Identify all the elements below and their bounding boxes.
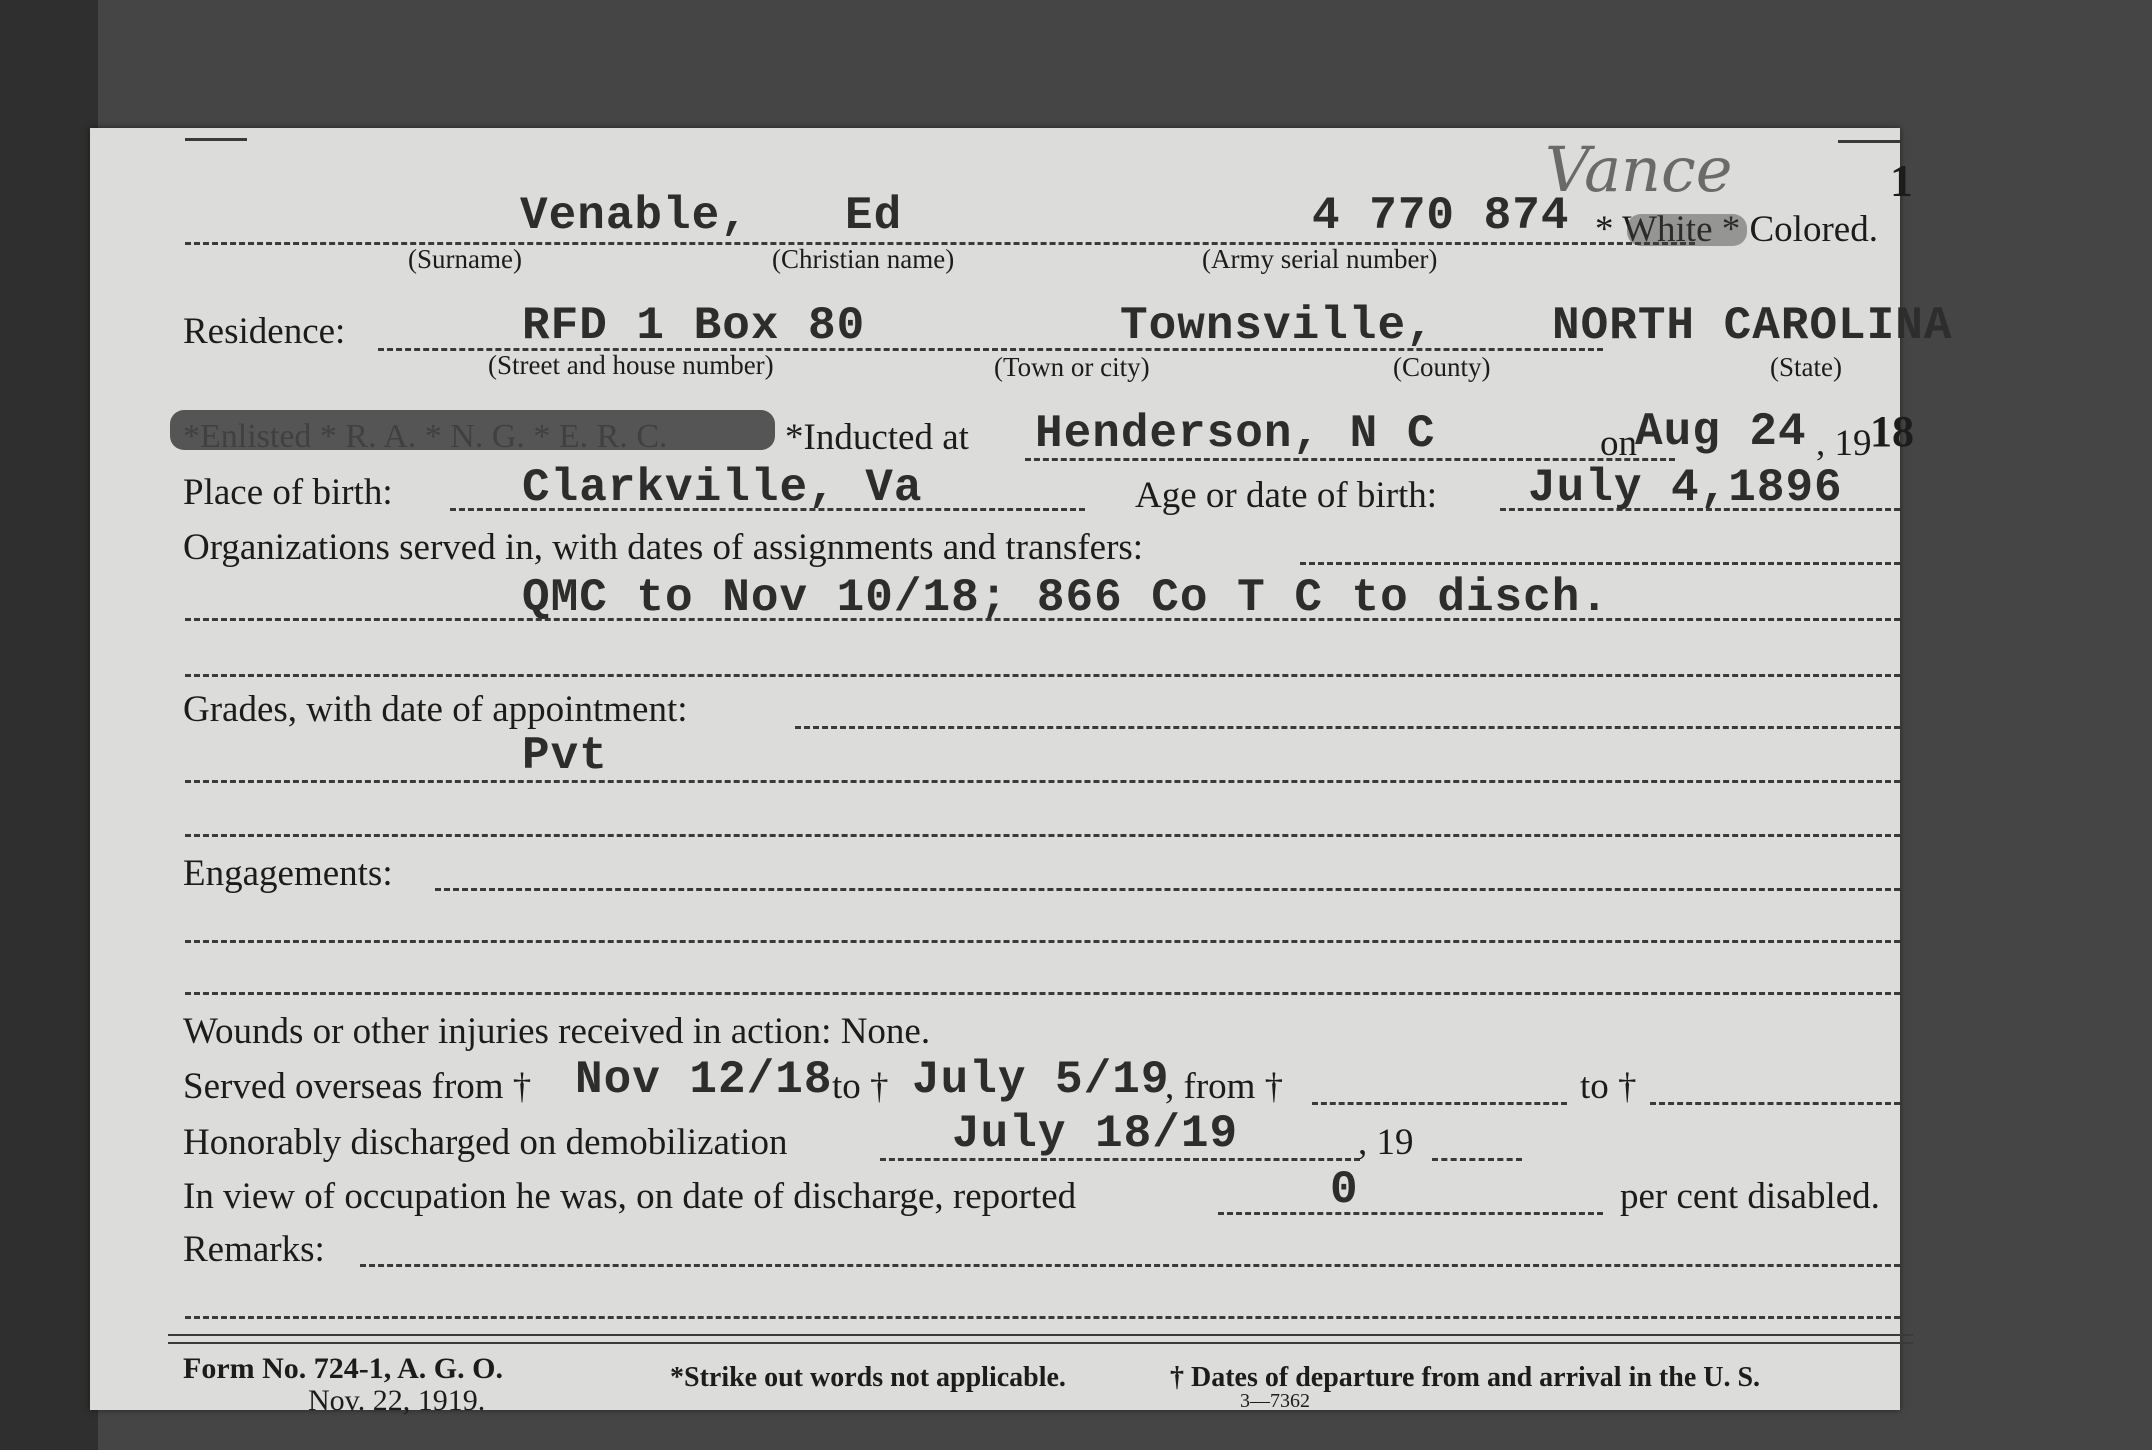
grades-line-2 — [185, 780, 1900, 783]
state-caption: (State) — [1770, 352, 1842, 382]
street-caption: (Street and house number) — [488, 350, 774, 380]
on-label: on — [1600, 423, 1637, 464]
grades-line-1 — [795, 726, 1900, 729]
disability-label: In view of occupation he was, on date of discharge, reported — [183, 1176, 1077, 1217]
induction-place-value: Henderson, N C — [1035, 408, 1436, 460]
overseas-from2-label: , from † — [1165, 1066, 1284, 1107]
grades-line-3 — [185, 834, 1900, 837]
induction-date-value: Aug 24 — [1635, 406, 1807, 458]
overseas-to-label: to † — [832, 1066, 889, 1107]
organizations-value: QMC to Nov 10/18; 866 Co T C to disch. — [522, 572, 1609, 624]
service-card — [90, 128, 1953, 1417]
footer-rule-2 — [168, 1342, 1913, 1344]
overseas-to2-label: to † — [1580, 1066, 1637, 1107]
organizations-label: Organizations served in, with dates of assignments and transfers: — [183, 527, 1144, 568]
grades-label: Grades, with date of appointment: — [183, 689, 688, 730]
scan-edge — [0, 0, 98, 1450]
disability-suffix: per cent disabled. — [1620, 1176, 1880, 1217]
form-number: Form No. 724-1, A. G. O. — [183, 1352, 503, 1385]
race-options: * White * Colored. — [1595, 209, 1878, 250]
birthplace-label: Place of birth: — [183, 472, 393, 513]
print-code: 3—7362 — [1240, 1390, 1310, 1412]
christian-name-value: Ed — [845, 190, 903, 242]
overseas-from-value: Nov 12/18 — [575, 1054, 833, 1106]
top-right-rule — [1838, 140, 1900, 143]
residence-label: Residence: — [183, 311, 346, 352]
overseas-to-value: July 5/19 — [912, 1054, 1170, 1106]
remarks-line-2 — [185, 1316, 1900, 1319]
organizations-line-3 — [185, 674, 1900, 677]
serial-number-value: 4 770 874 — [1312, 190, 1570, 242]
disability-line — [1218, 1212, 1603, 1215]
overseas-label: Served overseas from † — [183, 1066, 532, 1107]
remarks-line-1 — [360, 1264, 1900, 1267]
disability-value: 0 — [1330, 1164, 1359, 1216]
surname-caption: (Surname) — [408, 244, 522, 274]
induction-year-value: 18 — [1870, 407, 1914, 456]
dates-note: † Dates of departure from and arrival in the U. S. — [1170, 1362, 1761, 1393]
year-prefix: , 19 — [1816, 423, 1872, 464]
organizations-line-1 — [1300, 562, 1900, 565]
form-date: Nov. 22, 1919. — [308, 1384, 486, 1417]
grades-value: Pvt — [522, 730, 608, 782]
remarks-label: Remarks: — [183, 1229, 325, 1270]
discharge-year-line — [1432, 1158, 1522, 1161]
discharge-label: Honorably discharged on demobilization — [183, 1122, 788, 1163]
serial-number-caption: (Army serial number) — [1202, 244, 1438, 274]
birthplace-value: Clarkville, Va — [522, 462, 923, 514]
birthdate-value: July 4,1896 — [1528, 462, 1843, 514]
engagements-label: Engagements: — [183, 853, 393, 894]
inducted-label: *Inducted at — [785, 417, 969, 458]
birthdate-label: Age or date of birth: — [1135, 475, 1438, 516]
enlisted-strikeout — [170, 410, 775, 450]
engagements-line-1 — [435, 888, 1900, 891]
card-number: 1 — [1890, 155, 1913, 206]
surname-value: Venable, — [520, 190, 749, 242]
overseas-from2-line — [1312, 1102, 1567, 1105]
discharge-date-value: July 18/19 — [952, 1108, 1239, 1160]
county-note: Vance — [1545, 133, 1733, 206]
top-left-rule — [185, 138, 247, 141]
overseas-to2-line — [1650, 1102, 1900, 1105]
town-caption: (Town or city) — [994, 352, 1150, 382]
street-value: RFD 1 Box 80 — [522, 300, 866, 352]
town-value: Townsville, — [1120, 300, 1435, 352]
engagements-line-3 — [185, 992, 1900, 995]
discharge-year-label: , 19 — [1358, 1122, 1414, 1163]
race-strikeout — [1627, 214, 1747, 246]
strike-note: *Strike out words not applicable. — [670, 1362, 1066, 1393]
engagements-line-2 — [185, 940, 1900, 943]
state-value: NORTH CAROLINA — [1552, 300, 1953, 352]
footer-rule-1 — [168, 1334, 1913, 1336]
wounds-label: Wounds or other injuries received in action: None. — [183, 1011, 931, 1052]
christian-name-caption: (Christian name) — [772, 244, 955, 274]
county-caption: (County) — [1393, 352, 1491, 382]
